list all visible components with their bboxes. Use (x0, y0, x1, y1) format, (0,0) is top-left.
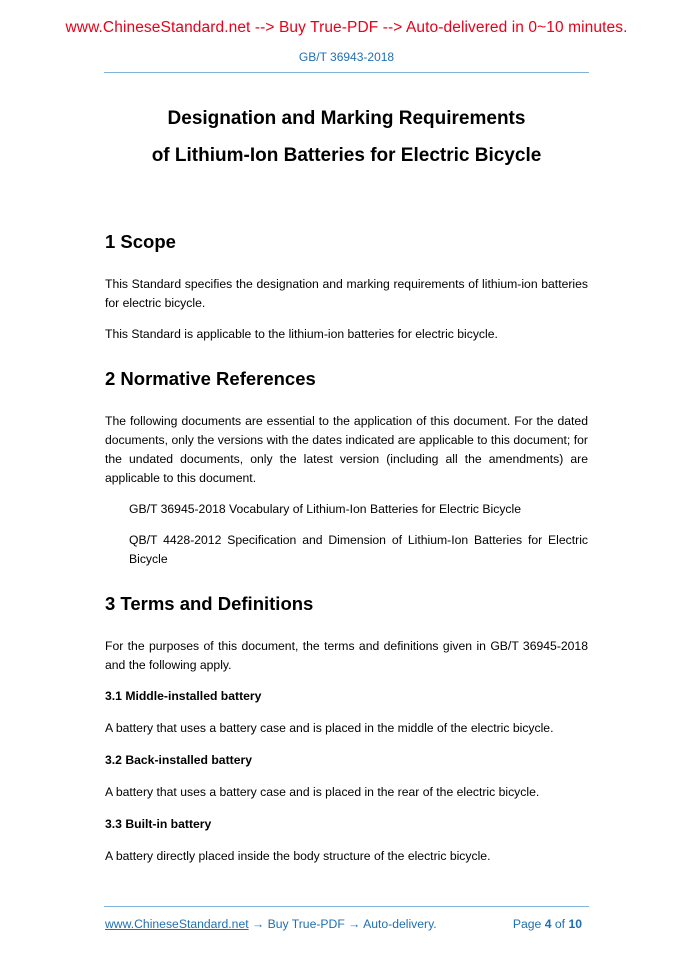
document-title (80, 100, 613, 174)
term-3-1-heading: 3.1 Middle-installed battery (105, 689, 262, 703)
page-indicator (513, 917, 582, 931)
title-line-1: Designation and Marking Requirements (167, 108, 526, 129)
top-banner[interactable]: www.ChineseStandard.net --> Buy True-PDF --> Auto-delivered in 0~10 minutes. (65, 19, 628, 36)
current-page: 4 (544, 917, 552, 931)
reference-1: GB/T 36945-2018 Vocabulary of Lithium-Ion Batteries for Electric Bicycle (129, 502, 521, 516)
section-3-heading: 3 Terms and Definitions (105, 593, 314, 614)
document-number: GB/T 36943-2018 (298, 50, 395, 64)
term-3-3-heading: 3.3 Built-in battery (105, 817, 212, 831)
section-1-heading: 1 Scope (105, 231, 176, 252)
footer-site-link[interactable]: www.ChineseStandard.net (105, 917, 249, 931)
header-divider (104, 72, 589, 73)
reference-2: QB/T 4428-2012 Specification and Dimension of Lithium-Ion Batteries for Electric Bicycle (129, 533, 588, 566)
term-3-2-heading: 3.2 Back-installed battery (105, 753, 252, 767)
page-label: Page (512, 917, 545, 931)
section-2-paragraph-1: The following documents are essential to the application of this document. For the dated documents, only the versions with the dates indicated are applicable to this document; for the undated documents, only the latest version (including all the amendments) are applicable to this document. (105, 414, 588, 485)
section-1-paragraph-2: This Standard is applicable to the lithium-ion batteries for electric bicycle. (105, 327, 498, 341)
section-3-paragraph-1: For the purposes of this document, the terms and definitions given in GB/T 36945-2018 and the following apply. (105, 639, 588, 672)
title-line-2: of Lithium-Ion Batteries for Electric Bicycle (151, 145, 542, 166)
total-pages: 10 (568, 917, 582, 931)
page-footer (105, 917, 588, 931)
term-3-2-definition: A battery that uses a battery case and is placed in the rear of the electric bicycle. (105, 785, 540, 799)
page-of: of (551, 917, 569, 931)
footer-divider (104, 906, 589, 907)
term-3-1-definition: A battery that uses a battery case and is placed in the middle of the electric bicycle. (105, 721, 554, 735)
footer-trail-text: → Buy True-PDF → Auto-delivery. (248, 917, 437, 931)
term-3-3-definition: A battery directly placed inside the body structure of the electric bicycle. (105, 849, 491, 863)
section-1-paragraph-1: This Standard specifies the designation and marking requirements of lithium-ion batteries for electric bicycle. (105, 277, 588, 310)
document-body (105, 229, 588, 866)
section-2-heading: 2 Normative References (105, 368, 316, 389)
